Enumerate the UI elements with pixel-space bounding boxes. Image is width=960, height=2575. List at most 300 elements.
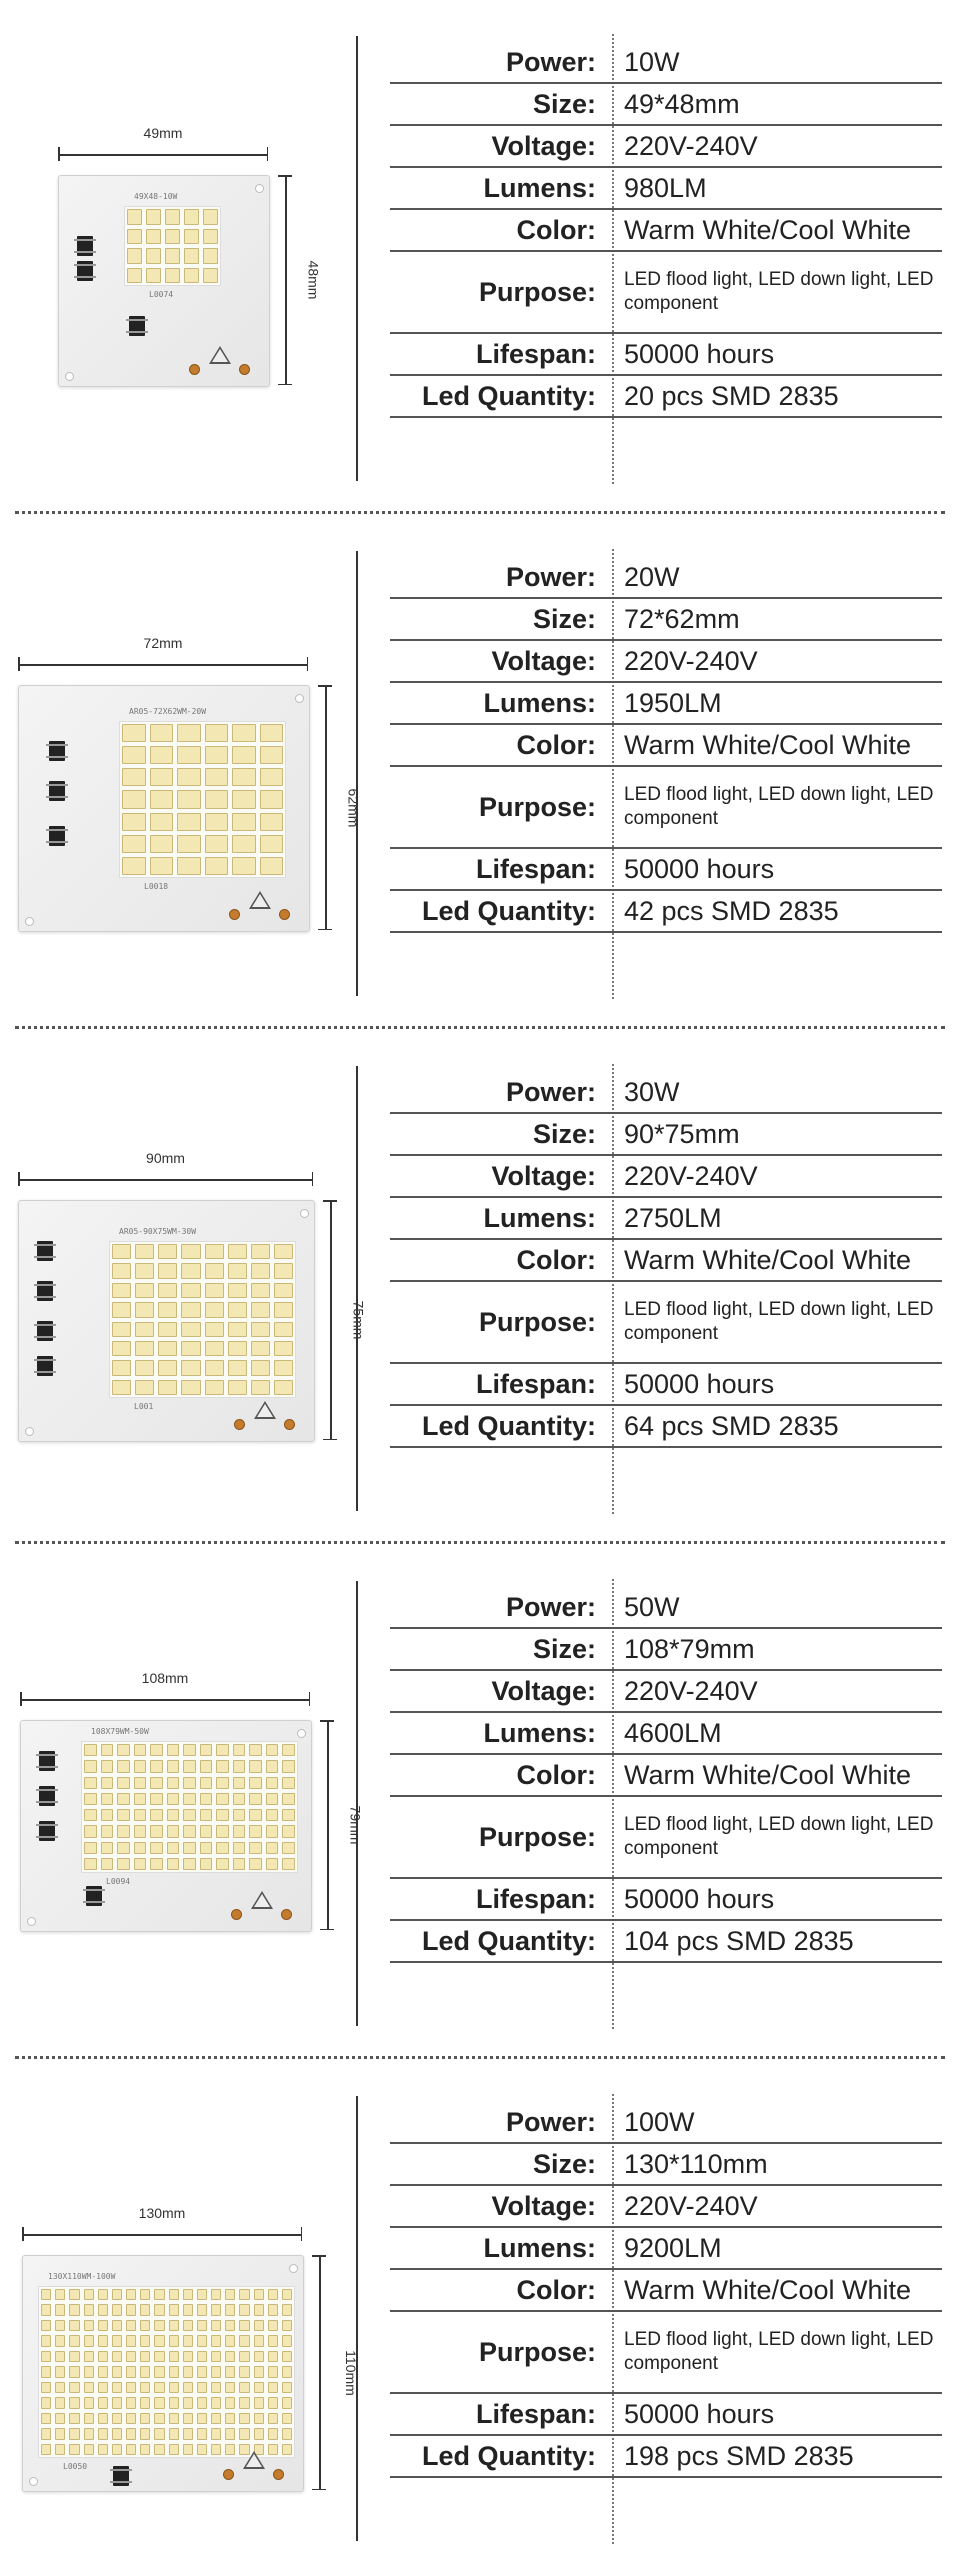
smd-led: [41, 2335, 51, 2346]
width-dimension: [22, 2205, 302, 2241]
section-divider: [15, 2056, 945, 2059]
smd-led: [254, 2428, 264, 2439]
led-array: [109, 1241, 296, 1398]
smd-led: [203, 248, 218, 264]
smd-led: [233, 1858, 246, 1870]
smd-led: [183, 2413, 193, 2424]
spec-key: Lumens:: [483, 2233, 596, 2263]
smd-led: [216, 1777, 229, 1789]
product-section: [0, 2060, 960, 2575]
smd-led: [69, 2413, 79, 2424]
smd-led: [117, 1744, 130, 1756]
smd-led: [41, 2397, 51, 2408]
board-code: L0018: [144, 882, 169, 891]
smd-led: [126, 2335, 136, 2346]
smd-led: [197, 2444, 207, 2455]
smd-led: [282, 1842, 295, 1854]
smd-led: [184, 209, 199, 225]
width-label: 49mm: [143, 125, 183, 141]
smd-led: [55, 2366, 65, 2377]
smd-led: [183, 2382, 193, 2393]
spec-row-power: [390, 42, 942, 84]
smd-led: [282, 2413, 292, 2424]
warning-icon: [249, 891, 271, 909]
smd-led: [55, 2304, 65, 2315]
spec-row-size: [390, 599, 942, 641]
spec-key: Purpose:: [478, 1822, 596, 1852]
spec-row-power: [390, 557, 942, 599]
smd-led: [228, 1263, 247, 1278]
spec-value: 50000 hours: [624, 339, 775, 369]
smd-led: [183, 1825, 196, 1837]
smd-led: [140, 2304, 150, 2315]
smd-led: [127, 209, 142, 225]
smd-led: [249, 1842, 262, 1854]
driver-chip: [39, 1751, 55, 1771]
smd-led: [205, 1283, 224, 1298]
smd-led: [158, 1360, 177, 1375]
mount-hole: [65, 372, 74, 381]
smd-led: [216, 1825, 229, 1837]
smd-led: [55, 2444, 65, 2455]
smd-led: [282, 1825, 295, 1837]
smd-led: [249, 1809, 262, 1821]
smd-led: [122, 835, 146, 853]
smd-led: [181, 1341, 200, 1356]
smd-led: [135, 1283, 154, 1298]
smd-led: [177, 835, 201, 853]
smd-led: [211, 2320, 221, 2331]
spec-key: Voltage:: [491, 2191, 596, 2221]
height-dimension: [318, 685, 362, 930]
spec-value: 2750LM: [624, 1203, 722, 1233]
smd-led: [268, 2320, 278, 2331]
smd-led: [225, 2382, 235, 2393]
board-code: L0074: [149, 290, 174, 299]
smd-led: [126, 2289, 136, 2300]
spec-row-voltage: [390, 641, 942, 683]
smd-led: [41, 2382, 51, 2393]
smd-led: [69, 2320, 79, 2331]
smd-led: [225, 2444, 235, 2455]
smd-led: [84, 2366, 94, 2377]
smd-led: [98, 2335, 108, 2346]
spec-key: Lifespan:: [475, 854, 596, 884]
spec-key: Size:: [532, 1634, 596, 1664]
smd-led: [225, 2320, 235, 2331]
spec-key: Power:: [505, 562, 596, 592]
smd-led: [260, 835, 284, 853]
driver-chip: [37, 1356, 53, 1376]
spec-key: Lifespan:: [475, 339, 596, 369]
spec-value: 1950LM: [624, 688, 722, 718]
smd-led: [260, 857, 284, 875]
spec-key: Lifespan:: [475, 1884, 596, 1914]
smd-led: [140, 2397, 150, 2408]
smd-led: [84, 2351, 94, 2362]
smd-led: [205, 857, 229, 875]
smd-led: [274, 1302, 293, 1317]
smd-led: [266, 1793, 279, 1805]
smd-led: [101, 1793, 114, 1805]
smd-led: [69, 2289, 79, 2300]
led-array: [119, 721, 286, 878]
smd-led: [41, 2289, 51, 2300]
smd-led: [117, 1842, 130, 1854]
driver-chip: [39, 1786, 55, 1806]
spec-key: Color:: [516, 2275, 596, 2305]
width-dimension: [20, 1670, 310, 1706]
smd-led: [101, 1858, 114, 1870]
spec-row-purpose: [390, 2312, 942, 2394]
smd-led: [167, 1777, 180, 1789]
smd-led: [211, 2366, 221, 2377]
smd-led: [98, 2428, 108, 2439]
smd-led: [112, 2413, 122, 2424]
smd-led: [150, 1858, 163, 1870]
smd-led: [84, 1793, 97, 1805]
smd-led: [183, 2444, 193, 2455]
smd-led: [183, 2289, 193, 2300]
spec-key: Lumens:: [483, 1718, 596, 1748]
height-label: 48mm: [305, 260, 322, 300]
smd-led: [268, 2289, 278, 2300]
smd-led: [251, 1360, 270, 1375]
spec-value: 50000 hours: [624, 2399, 775, 2429]
spec-row-lumens: [390, 1198, 942, 1240]
smd-led: [69, 2382, 79, 2393]
led-board-image: [20, 1720, 312, 1932]
smd-led: [205, 1360, 224, 1375]
smd-led: [98, 2320, 108, 2331]
smd-led: [251, 1322, 270, 1337]
smd-led: [69, 2444, 79, 2455]
smd-led: [158, 1302, 177, 1317]
smd-led: [260, 724, 284, 742]
driver-chip: [49, 781, 65, 801]
mount-hole: [29, 2477, 38, 2486]
smd-led: [158, 1341, 177, 1356]
smd-led: [167, 1842, 180, 1854]
spec-value: 980LM: [624, 173, 707, 203]
smd-led: [154, 2413, 164, 2424]
smd-led: [239, 2351, 249, 2362]
smd-led: [167, 1760, 180, 1772]
spec-row-size: [390, 1114, 942, 1156]
smd-led: [101, 1760, 114, 1772]
smd-led: [127, 229, 142, 245]
spec-value: 10W: [624, 47, 680, 77]
driver-chip: [129, 316, 145, 336]
smd-led: [101, 1842, 114, 1854]
smd-led: [205, 790, 229, 808]
solder-pad: [284, 1419, 295, 1430]
smd-led: [134, 1744, 147, 1756]
smd-led: [260, 813, 284, 831]
smd-led: [228, 1360, 247, 1375]
smd-led: [184, 248, 199, 264]
smd-led: [169, 2382, 179, 2393]
smd-led: [140, 2428, 150, 2439]
smd-led: [266, 1858, 279, 1870]
smd-led: [260, 790, 284, 808]
height-dimension: [312, 2255, 359, 2490]
smd-led: [211, 2444, 221, 2455]
smd-led: [251, 1341, 270, 1356]
smd-led: [181, 1302, 200, 1317]
smd-led: [200, 1809, 213, 1821]
smd-led: [205, 1244, 224, 1259]
spec-row-power: [390, 2102, 942, 2144]
smd-led: [254, 2304, 264, 2315]
led-board-image: [18, 1200, 315, 1442]
board-marking: 130X110WM-100W: [48, 2272, 116, 2281]
smd-led: [203, 209, 218, 225]
smd-led: [197, 2351, 207, 2362]
spec-value: 130*110mm: [624, 2149, 768, 2179]
smd-led: [197, 2366, 207, 2377]
smd-led: [282, 2444, 292, 2455]
spec-key: Purpose:: [478, 1307, 596, 1337]
smd-led: [154, 2444, 164, 2455]
spec-value: 220V-240V: [624, 131, 758, 161]
smd-led: [268, 2335, 278, 2346]
smd-led: [150, 857, 174, 875]
smd-led: [268, 2444, 278, 2455]
smd-led: [228, 1380, 247, 1395]
spec-key: Led Quantity:: [422, 2441, 596, 2471]
smd-led: [112, 1283, 131, 1298]
smd-led: [251, 1302, 270, 1317]
spec-value: LED flood light, LED down light, LED component: [624, 784, 934, 829]
smd-led: [211, 2382, 221, 2393]
column-divider: [356, 2096, 358, 2541]
smd-led: [117, 1777, 130, 1789]
spec-key: Purpose:: [478, 277, 596, 307]
smd-led: [251, 1263, 270, 1278]
smd-led: [211, 2351, 221, 2362]
smd-led: [239, 2366, 249, 2377]
smd-led: [117, 1825, 130, 1837]
smd-led: [254, 2366, 264, 2377]
smd-led: [41, 2351, 51, 2362]
smd-led: [154, 2289, 164, 2300]
spec-row-color: [390, 2270, 942, 2312]
smd-led: [183, 2366, 193, 2377]
spec-value: 220V-240V: [624, 2191, 758, 2221]
smd-led: [239, 2428, 249, 2439]
smd-led: [200, 1825, 213, 1837]
smd-led: [197, 2397, 207, 2408]
smd-led: [84, 1760, 97, 1772]
product-section: [0, 1030, 960, 1545]
section-divider: [15, 511, 945, 514]
smd-led: [274, 1360, 293, 1375]
smd-led: [197, 2335, 207, 2346]
smd-led: [266, 1760, 279, 1772]
smd-led: [126, 2413, 136, 2424]
smd-led: [205, 1380, 224, 1395]
solder-pad: [229, 909, 240, 920]
spec-value: 220V-240V: [624, 646, 758, 676]
column-divider: [356, 1066, 358, 1511]
smd-led: [41, 2444, 51, 2455]
smd-led: [167, 1744, 180, 1756]
smd-led: [127, 248, 142, 264]
smd-led: [112, 2428, 122, 2439]
board-code: L0094: [106, 1877, 131, 1886]
smd-led: [158, 1322, 177, 1337]
smd-led: [126, 2382, 136, 2393]
spec-value: Warm White/Cool White: [624, 1760, 912, 1790]
smd-led: [112, 2304, 122, 2315]
smd-led: [117, 1793, 130, 1805]
smd-led: [254, 2289, 264, 2300]
spec-key: Lumens:: [483, 173, 596, 203]
smd-led: [200, 1744, 213, 1756]
spec-table: [390, 2102, 942, 2478]
spec-row-purpose: [390, 767, 942, 849]
smd-led: [228, 1322, 247, 1337]
smd-led: [181, 1380, 200, 1395]
smd-led: [150, 813, 174, 831]
smd-led: [274, 1380, 293, 1395]
smd-led: [150, 1793, 163, 1805]
spec-value: 64 pcs SMD 2835: [624, 1411, 839, 1441]
smd-led: [55, 2320, 65, 2331]
smd-led: [183, 1744, 196, 1756]
smd-led: [165, 229, 180, 245]
spec-row-size: [390, 1629, 942, 1671]
spec-row-power: [390, 1072, 942, 1114]
spec-row-voltage: [390, 1671, 942, 1713]
smd-led: [41, 2428, 51, 2439]
spec-row-lumens: [390, 168, 942, 210]
smd-led: [216, 1793, 229, 1805]
spec-row-led-quantity: [390, 1406, 942, 1448]
spec-value: Warm White/Cool White: [624, 2275, 912, 2305]
smd-led: [169, 2289, 179, 2300]
smd-led: [101, 1809, 114, 1821]
led-array: [81, 1741, 298, 1873]
smd-led: [55, 2351, 65, 2362]
smd-led: [69, 2335, 79, 2346]
smd-led: [282, 1744, 295, 1756]
smd-led: [251, 1244, 270, 1259]
smd-led: [200, 1858, 213, 1870]
smd-led: [135, 1322, 154, 1337]
smd-led: [112, 2444, 122, 2455]
smd-led: [177, 857, 201, 875]
smd-led: [122, 790, 146, 808]
board-code: L001: [134, 1402, 154, 1411]
width-dimension: [18, 635, 308, 671]
smd-led: [266, 1744, 279, 1756]
smd-led: [232, 813, 256, 831]
smd-led: [112, 2397, 122, 2408]
spec-key: Voltage:: [491, 131, 596, 161]
smd-led: [274, 1244, 293, 1259]
smd-led: [266, 1809, 279, 1821]
smd-led: [249, 1825, 262, 1837]
smd-led: [197, 2304, 207, 2315]
smd-led: [197, 2413, 207, 2424]
smd-led: [150, 724, 174, 742]
smd-led: [41, 2304, 51, 2315]
width-dimension: [58, 125, 268, 161]
led-board-image: [58, 175, 270, 387]
smd-led: [69, 2366, 79, 2377]
smd-led: [282, 1809, 295, 1821]
smd-led: [150, 1760, 163, 1772]
smd-led: [233, 1809, 246, 1821]
smd-led: [225, 2289, 235, 2300]
smd-led: [233, 1825, 246, 1837]
smd-led: [154, 2397, 164, 2408]
smd-led: [112, 1244, 131, 1259]
smd-led: [154, 2320, 164, 2331]
spec-key: Voltage:: [491, 1161, 596, 1191]
spec-value: 50000 hours: [624, 1884, 775, 1914]
smd-led: [225, 2304, 235, 2315]
width-label: 90mm: [146, 1150, 185, 1166]
smd-led: [181, 1263, 200, 1278]
smd-led: [84, 2289, 94, 2300]
spec-value: LED flood light, LED down light, LED component: [624, 1814, 934, 1859]
smd-led: [282, 2397, 292, 2408]
smd-led: [183, 1777, 196, 1789]
smd-led: [150, 1777, 163, 1789]
smd-led: [225, 2335, 235, 2346]
smd-led: [211, 2289, 221, 2300]
smd-led: [84, 1777, 97, 1789]
smd-led: [228, 1341, 247, 1356]
spec-key: Lifespan:: [475, 1369, 596, 1399]
smd-led: [232, 857, 256, 875]
spec-row-lumens: [390, 1713, 942, 1755]
smd-led: [140, 2366, 150, 2377]
spec-row-power: [390, 1587, 942, 1629]
spec-value: 220V-240V: [624, 1676, 758, 1706]
smd-led: [177, 746, 201, 764]
smd-led: [183, 2351, 193, 2362]
spec-value: 49*48mm: [624, 89, 740, 119]
smd-led: [184, 229, 199, 245]
smd-led: [239, 2413, 249, 2424]
smd-led: [216, 1809, 229, 1821]
height-dimension: [320, 1720, 364, 1930]
smd-led: [140, 2382, 150, 2393]
mount-hole: [255, 184, 264, 193]
smd-led: [282, 2289, 292, 2300]
spec-row-voltage: [390, 1156, 942, 1198]
spec-key: Voltage:: [491, 1676, 596, 1706]
smd-led: [126, 2366, 136, 2377]
smd-led: [150, 790, 174, 808]
smd-led: [98, 2304, 108, 2315]
smd-led: [98, 2366, 108, 2377]
smd-led: [200, 1842, 213, 1854]
smd-led: [203, 268, 218, 284]
smd-led: [282, 2382, 292, 2393]
smd-led: [225, 2366, 235, 2377]
spec-value: 198 pcs SMD 2835: [624, 2441, 854, 2471]
smd-led: [146, 248, 161, 264]
smd-led: [274, 1263, 293, 1278]
smd-led: [200, 1777, 213, 1789]
spec-value: 20 pcs SMD 2835: [624, 381, 839, 411]
smd-led: [216, 1858, 229, 1870]
